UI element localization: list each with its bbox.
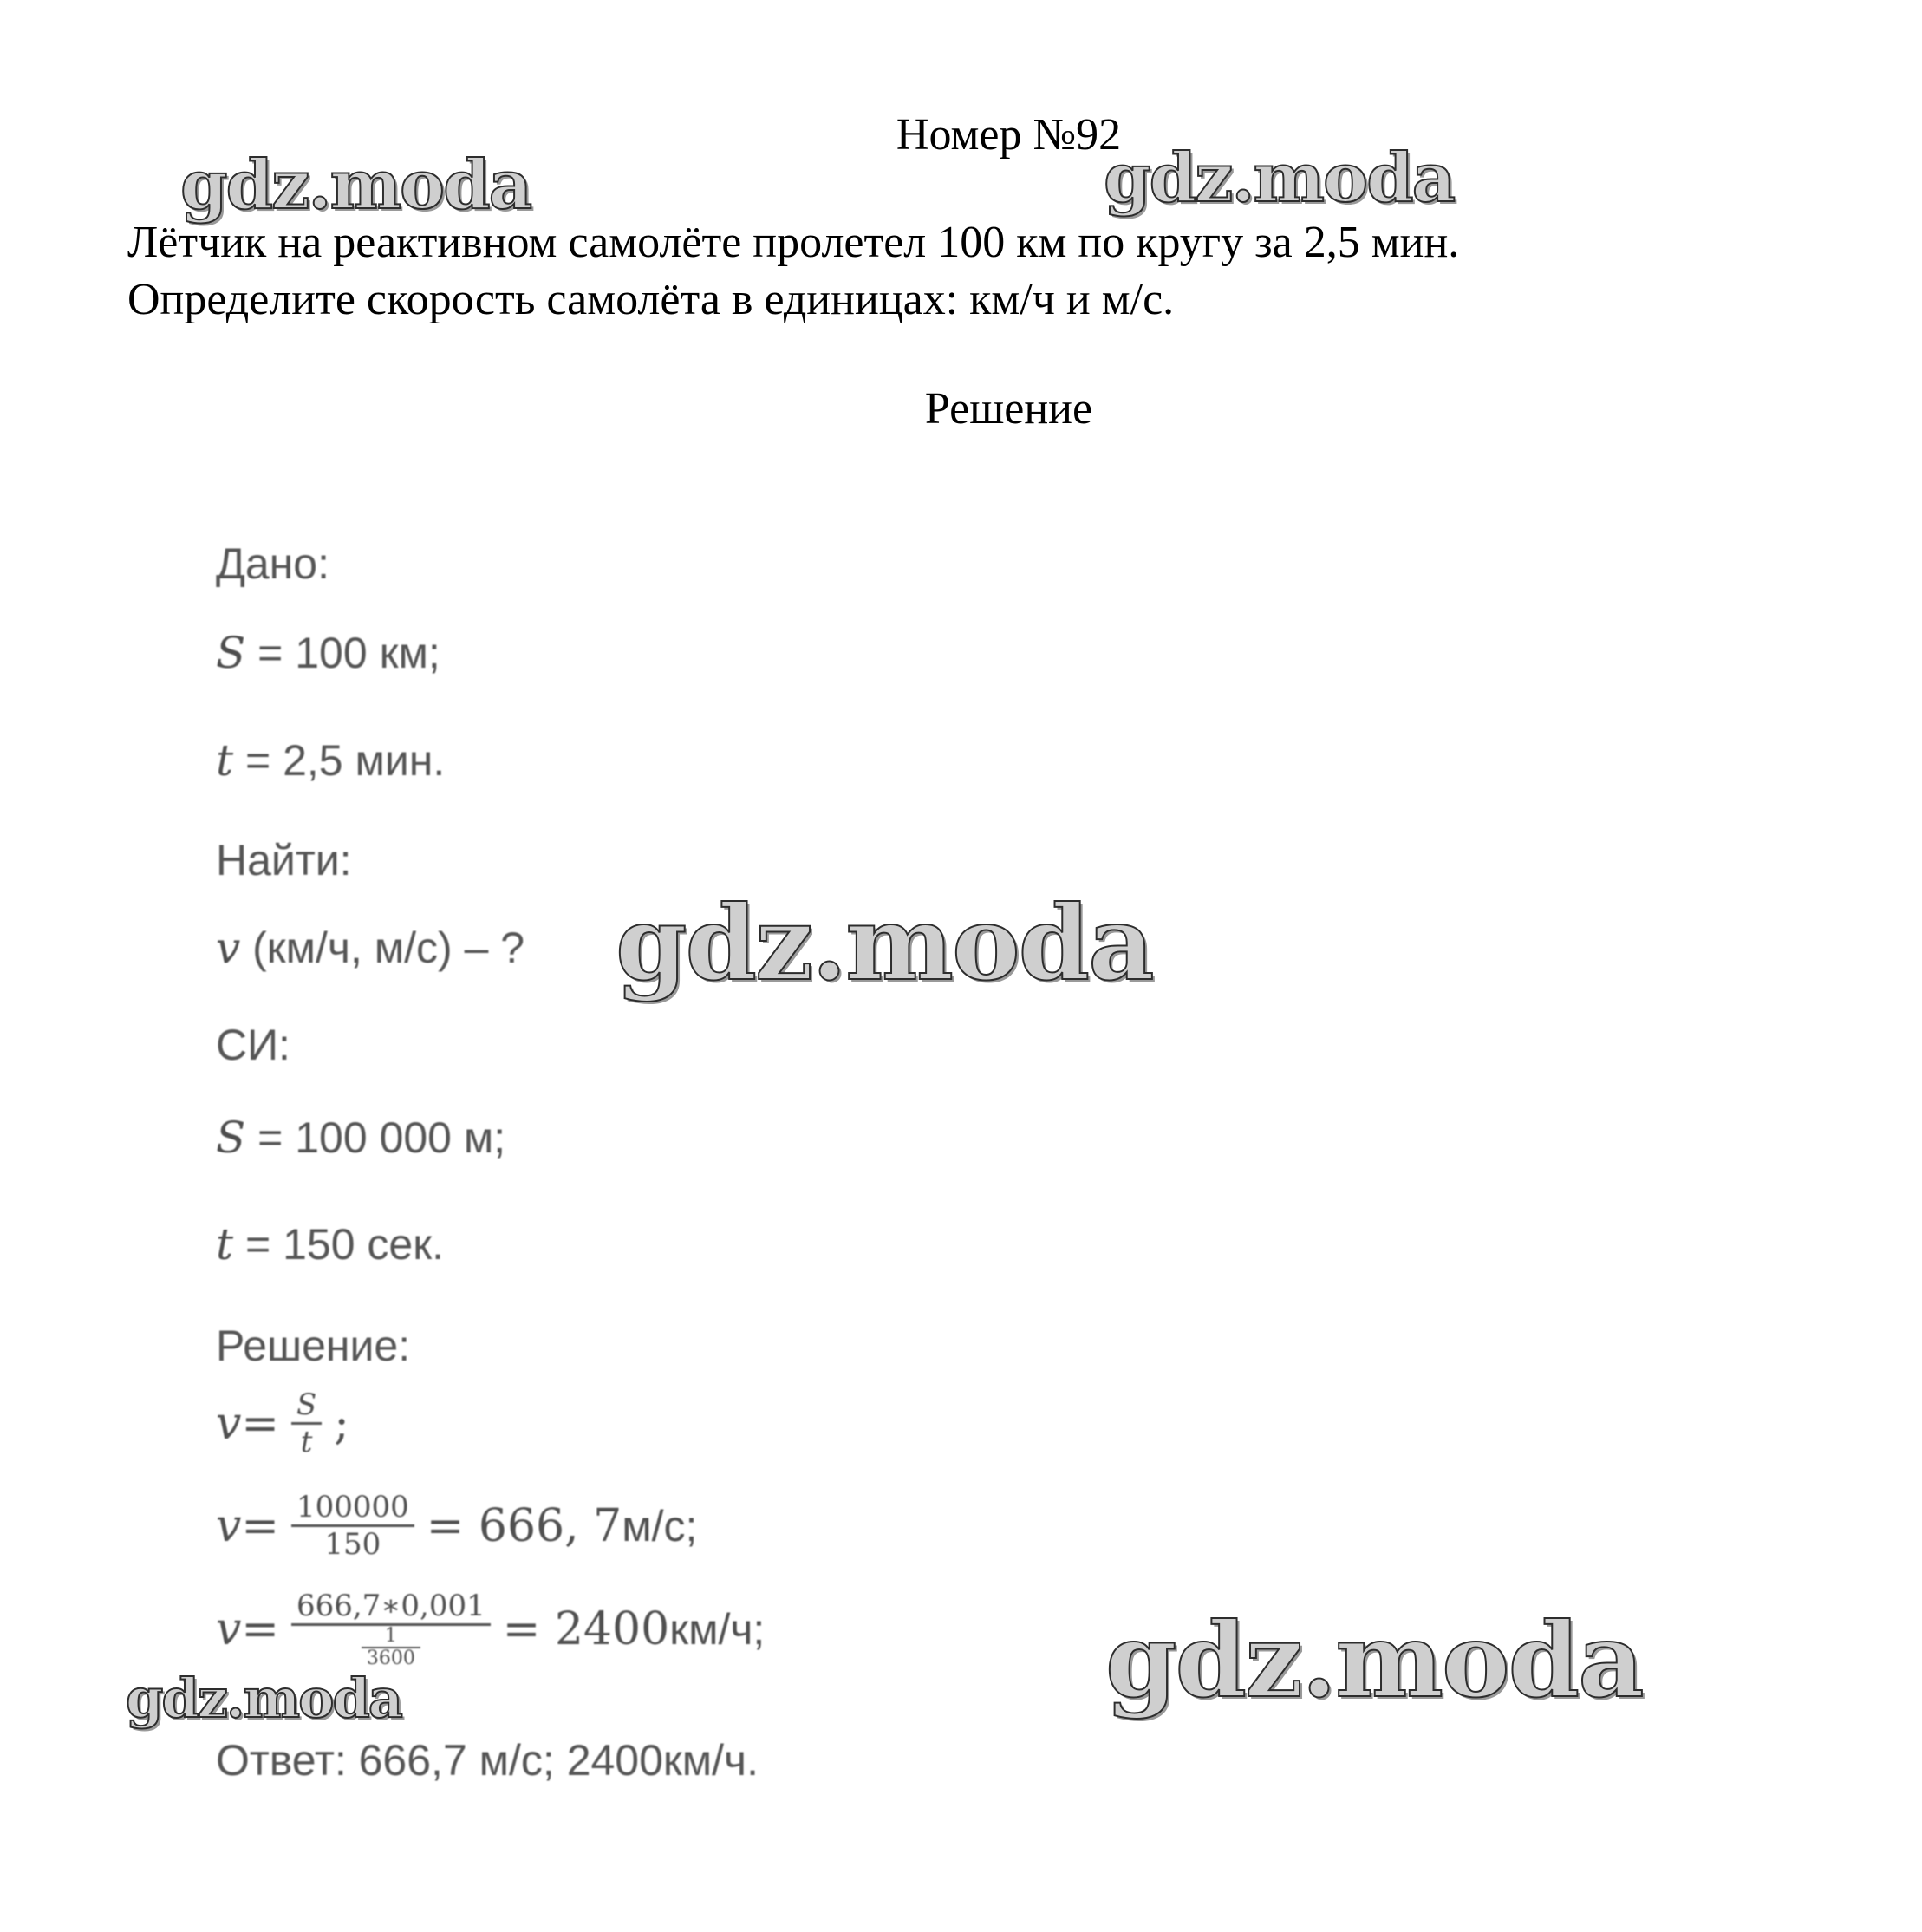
step1-numerator: 100000 [296, 1490, 409, 1524]
step2-equals: = [241, 1602, 279, 1655]
watermark-logo: gdz.moda [1105, 1600, 1643, 1720]
step2-result: = 2400 [502, 1602, 670, 1655]
formula-numerator: S [296, 1387, 317, 1422]
given-distance [216, 627, 440, 679]
time-variable: t [216, 735, 234, 786]
step1-fraction [291, 1490, 414, 1562]
step2-den-numerator: 1 [384, 1625, 397, 1647]
step2-numerator: 666,7∗0,001 [296, 1589, 485, 1623]
step1-lhs: v [216, 1499, 242, 1552]
si-time [216, 1218, 444, 1270]
step1-result: = 666, 7 [426, 1499, 622, 1552]
solution-heading: Решение [924, 384, 1093, 434]
solution-label: Решение: [216, 1322, 411, 1370]
calc-step-2 [216, 1589, 765, 1669]
si-distance [216, 1112, 505, 1164]
speed-formula [216, 1387, 349, 1459]
distance-value: = 100 км; [245, 629, 440, 677]
formula-tail: ; [334, 1397, 349, 1450]
formula-denominator: t [300, 1425, 313, 1459]
given-time [216, 734, 445, 787]
watermark-logo: gdz.moda [1104, 139, 1455, 218]
si-time-value: = 150 сек. [233, 1220, 444, 1269]
watermark-logo: gdz.moda [616, 883, 1153, 1003]
problem-line-1: Лётчик на реактивном самолёте пролетел 100 км по кругу за 2,5 мин. [127, 218, 1460, 267]
calc-step-1 [216, 1490, 697, 1562]
si-distance-variable: S [216, 1113, 246, 1163]
step1-unit: м/с; [622, 1501, 698, 1550]
step2-den-denominator: 3600 [366, 1648, 415, 1669]
speed-unknown: (км/ч, м/с) – ? [240, 924, 525, 972]
problem-line-2: Определите скорость самолёта в единицах: км/ч и м/с. [127, 275, 1175, 324]
formula-lhs: v [216, 1397, 242, 1450]
page-title: Номер №92 [896, 110, 1122, 160]
si-distance-value: = 100 000 м; [245, 1113, 506, 1162]
si-label: СИ: [216, 1021, 290, 1069]
step2-unit: км/ч; [669, 1604, 766, 1654]
answer: Ответ: 666,7 м/с; 2400км/ч. [216, 1736, 759, 1785]
step1-equals: = [241, 1499, 279, 1552]
distance-variable: S [216, 628, 246, 678]
si-time-variable: t [216, 1219, 234, 1270]
find-label: Найти: [216, 836, 352, 884]
watermark-logo: gdz.moda [126, 1667, 401, 1730]
step2-denominator [362, 1626, 420, 1669]
speed-variable: v [216, 923, 241, 973]
problem-statement [127, 213, 1459, 328]
formula-equals: = [241, 1397, 279, 1450]
find-speed [216, 922, 524, 974]
step2-fraction [291, 1589, 491, 1669]
given-label: Дано: [216, 539, 329, 588]
watermark-logo: gdz.moda [180, 146, 531, 225]
time-value: = 2,5 мин. [233, 736, 446, 785]
step1-denominator: 150 [324, 1527, 381, 1562]
formula-fraction [291, 1387, 322, 1459]
step2-lhs: v [216, 1602, 242, 1655]
